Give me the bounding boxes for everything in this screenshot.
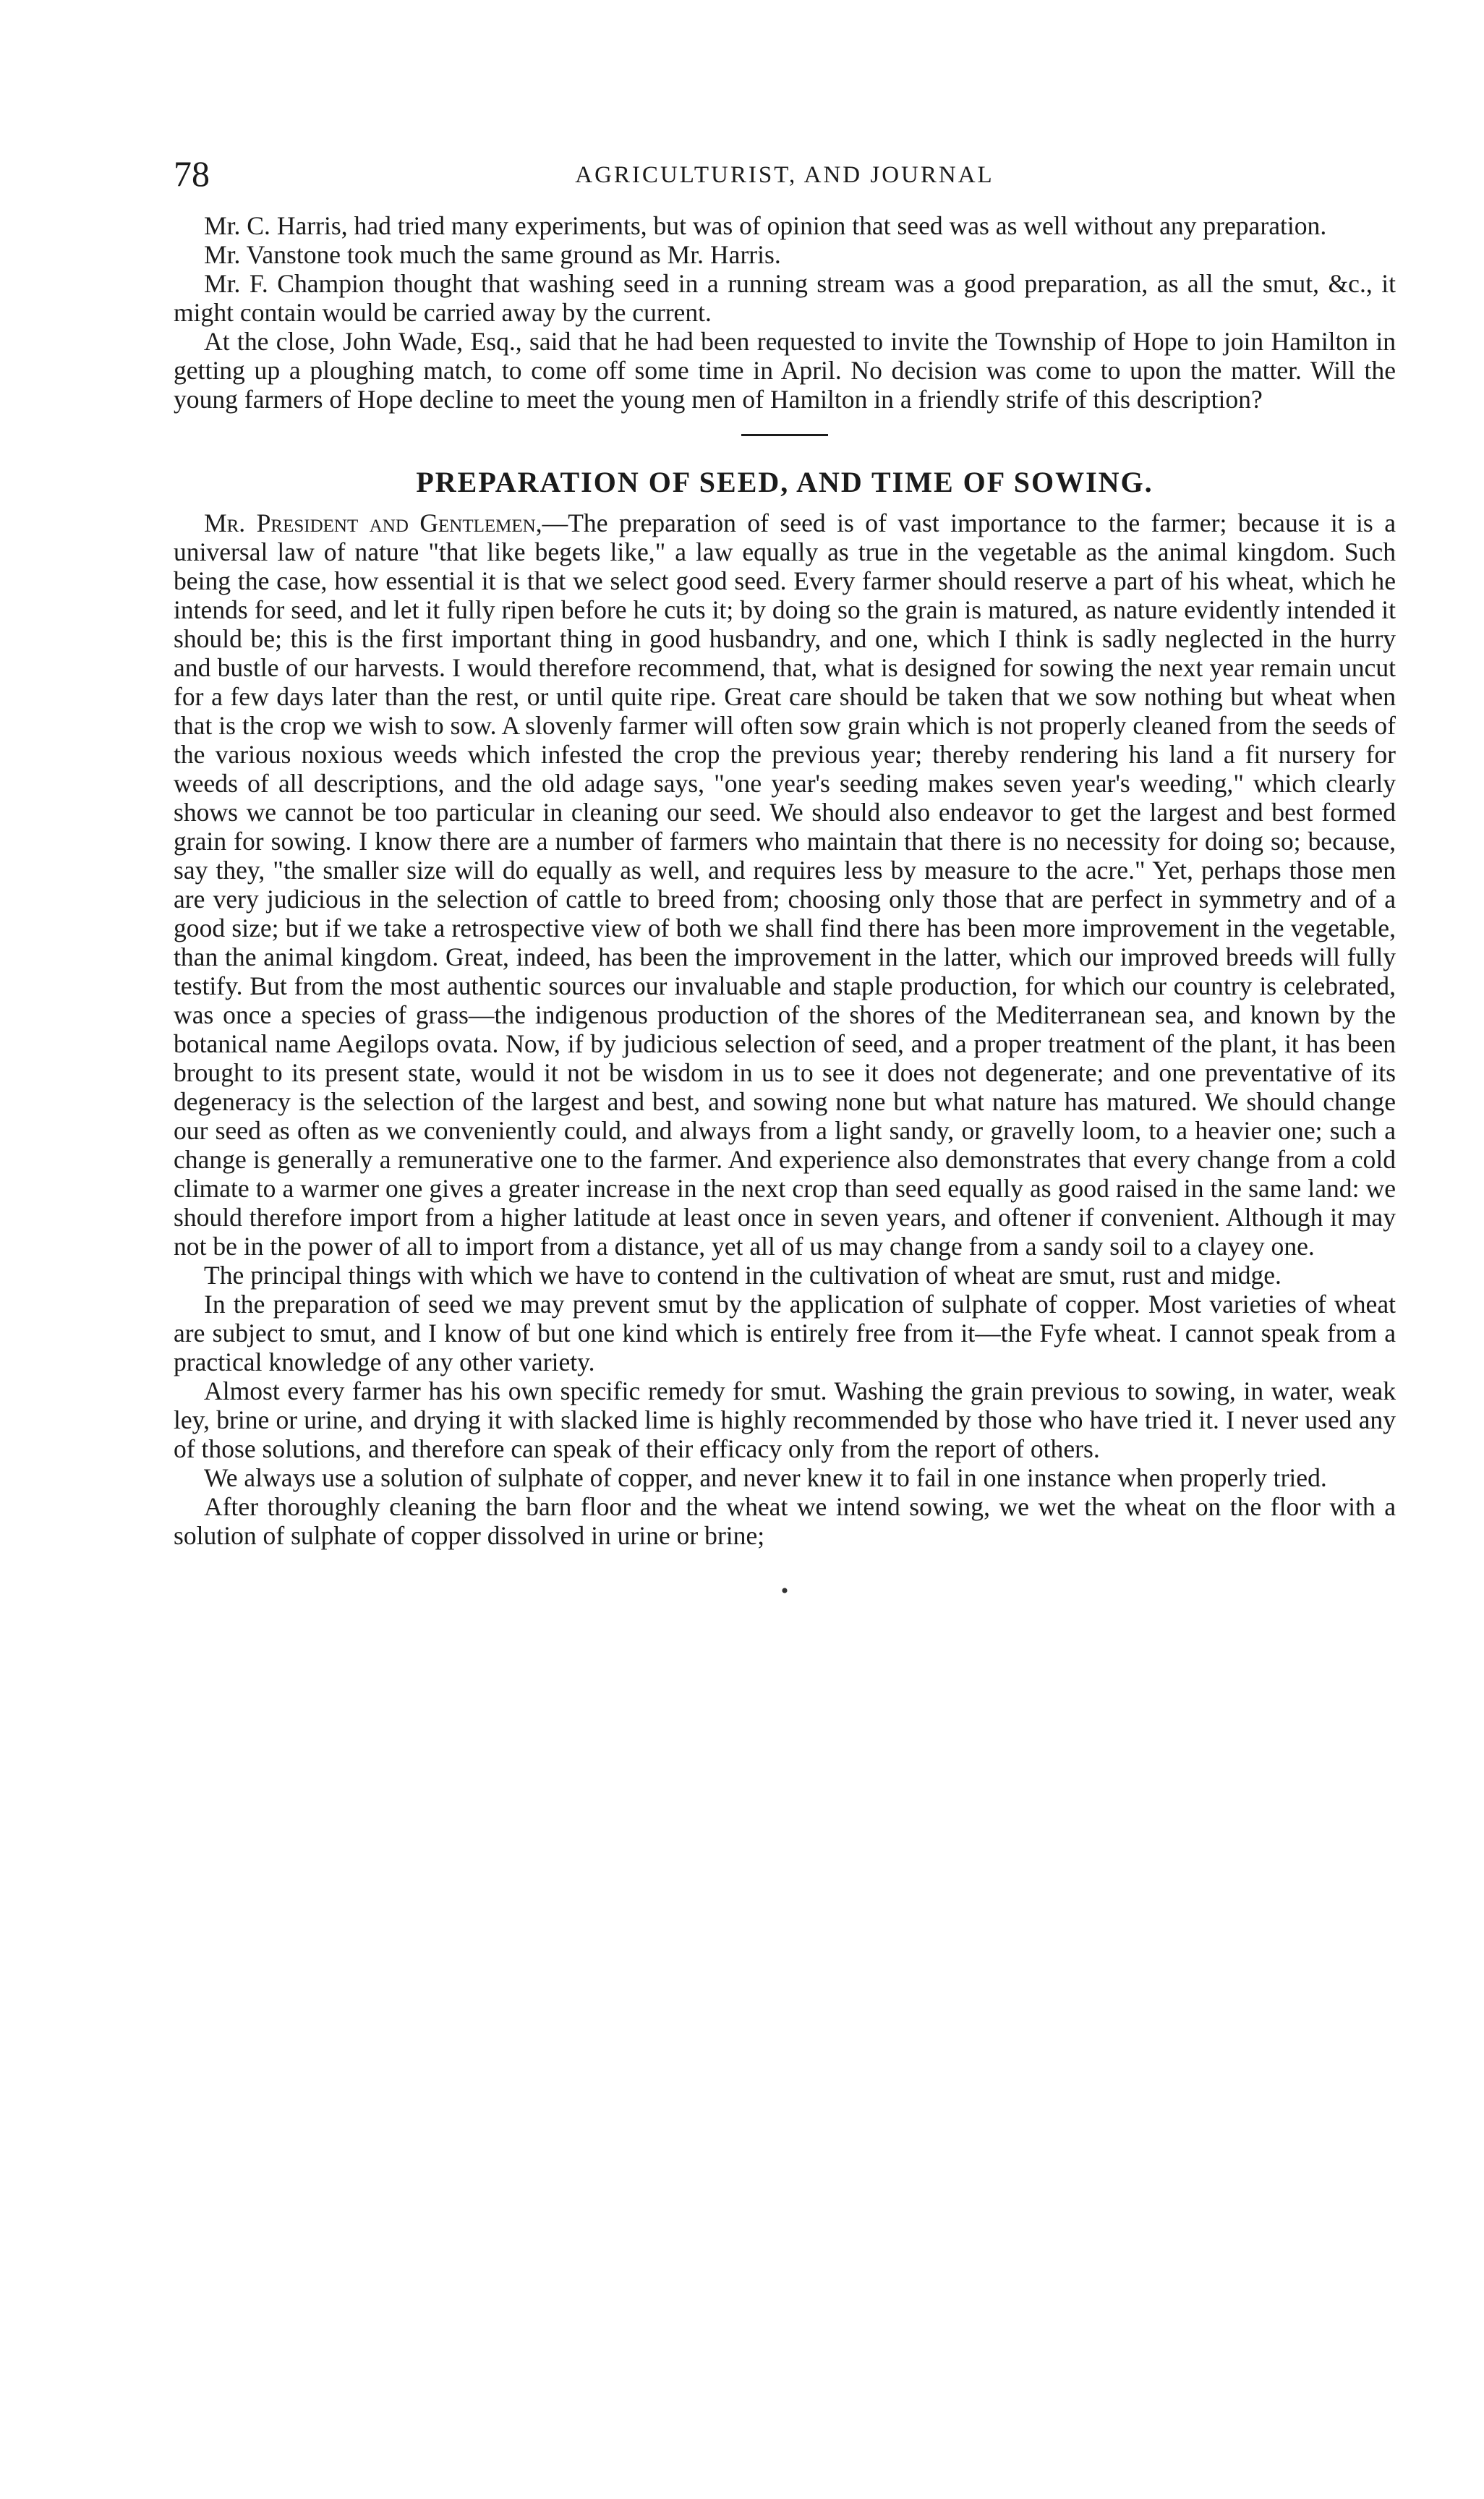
discussion-paragraph: Mr. Vanstone took much the same ground as Mr. Harris. — [204, 240, 781, 269]
section-paragraph: The principal things with which we have to contend in the cultivation of wheat are smut, rust and midge. — [204, 1261, 1282, 1290]
salutation: Mr. President and Gentlemen, — [204, 508, 542, 537]
section-paragraph: In the preparation of seed we may prevent smut by the application of sulphate of copper. Most varieties of wheat are subject to smut, and I know of but one kind which is entirely free from it—the Fyfe wheat. I cannot speak from a practical knowledge of any other variety. — [174, 1290, 1396, 1376]
discussion-block — [174, 211, 1396, 414]
first-paragraph-text: —The preparation of seed is of vast importance to the farmer; because it is a universal law of nature "that like begets like," a law equally as true in the vegetable as the animal kingdom. Such being the case, how essential it is that we select good seed. Every farmer should reserve a part of his wheat, which he intends for seed, and let it fully ripen before he cuts it; by doing so the grain is matured, as nature evidently intended it should be; this is the first important thing in good husbandry, and one, which I think is sadly neglected in the hurry and bustle of our harvests. I would therefore recommend, that, what is designed for sowing the next year remain uncut for a few days later than the rest, or until quite ripe. Great care should be taken that we sow nothing but wheat when that is the crop we wish to sow. A slovenly farmer will often sow grain which is not properly cleaned from the seeds of the various noxious weeds which infested the crop the previous year; thereby rendering his land a fit nursery for weeds of all descriptions, and the old adage says, "one year's seeding makes seven year's weeding," which clearly shows we cannot be too particular in cleaning our seed. We should also endeavor to get the largest and best formed grain for sowing. I know there are a number of farmers who maintain that there is no necessity for doing so; because, say they, "the smaller size will do equally as well, and requires less by measure to the acre." Yet, perhaps those men are very judicious in the selection of cattle to breed from; choosing only those that are perfect in symmetry and of a good size; but if we take a retrospective view of both we shall find there has been more improvement in the vegetable, than the animal kingdom. Great, indeed, has been the improvement in the latter, which our improved breeds will fully testify. But from the most authentic sources our invaluable and staple production, for which our country is celebrated, was once a species of grass—the indigenous production of the shores of the Mediterranean sea, and known by the botanical name Aegilops ovata. Now, if by judicious selection of seed, and a proper treatment of the plant, it has been brought to its present state, would it not be wisdom in us to see it does not degenerate; and one preventative of its degeneracy is the selection of the largest and best, and sowing none but what nature has matured. We should change our seed as often as we conveniently could, and always from a light sandy, or gravelly loom, to a heavier one; such a change is generally a remunerative one to the farmer. And experience also demonstrates that every change from a cold climate to a warmer one gives a greater increase in the next crop than seed equally as good raised in the same land: we should therefore import from a higher latitude at least once in seven years, and oftener if convenient. Although it may not be in the power of all to import from a distance, yet all of us may change from a sandy soil to a clayey one. — [174, 508, 1396, 1261]
section-paragraph: Almost every farmer has his own specific remedy for smut. Washing the grain previous to sowing, in water, weak ley, brine or urine, and drying it with slacked lime is highly recommended by those who have tried it. I never used any of those solutions, and therefore can speak of their efficacy only from the report of others. — [174, 1376, 1396, 1463]
footer-mark: • — [780, 1579, 789, 1603]
discussion-paragraph: Mr. C. Harris, had tried many experiments, but was of opinion that seed was as well without any preparation. — [204, 211, 1327, 240]
section-paragraph: We always use a solution of sulphate of copper, and never knew it to fail in one instance when properly tried. — [204, 1463, 1327, 1492]
document-page — [174, 152, 1396, 1604]
running-head: AGRICULTURIST, AND JOURNAL — [575, 162, 994, 188]
discussion-paragraph: Mr. F. Champion thought that washing seed in a running stream was a good preparation, as all the smut, &c., it might contain would be carried away by the current. — [174, 269, 1396, 327]
page-header — [174, 152, 1396, 195]
section-title: PREPARATION OF SEED, AND TIME OF SOWING. — [416, 466, 1153, 498]
discussion-paragraph: At the close, John Wade, Esq., said that he had been requested to invite the Township of Hope to join Hamilton in getting up a ploughing match, to come off some time in April. No decision was come to upon the matter. Will the young farmers of Hope decline to meet the young men of Hamilton in a friendly strife of this description? — [174, 327, 1396, 414]
section-first-paragraph — [174, 508, 1396, 1261]
page-number: 78 — [174, 153, 210, 194]
section-paragraph: After thoroughly cleaning the barn floor and the wheat we intend sowing, we wet the wheat on the floor with a solution of sulphate of copper dissolved in urine or brine; — [174, 1492, 1396, 1550]
section-divider — [741, 434, 828, 436]
